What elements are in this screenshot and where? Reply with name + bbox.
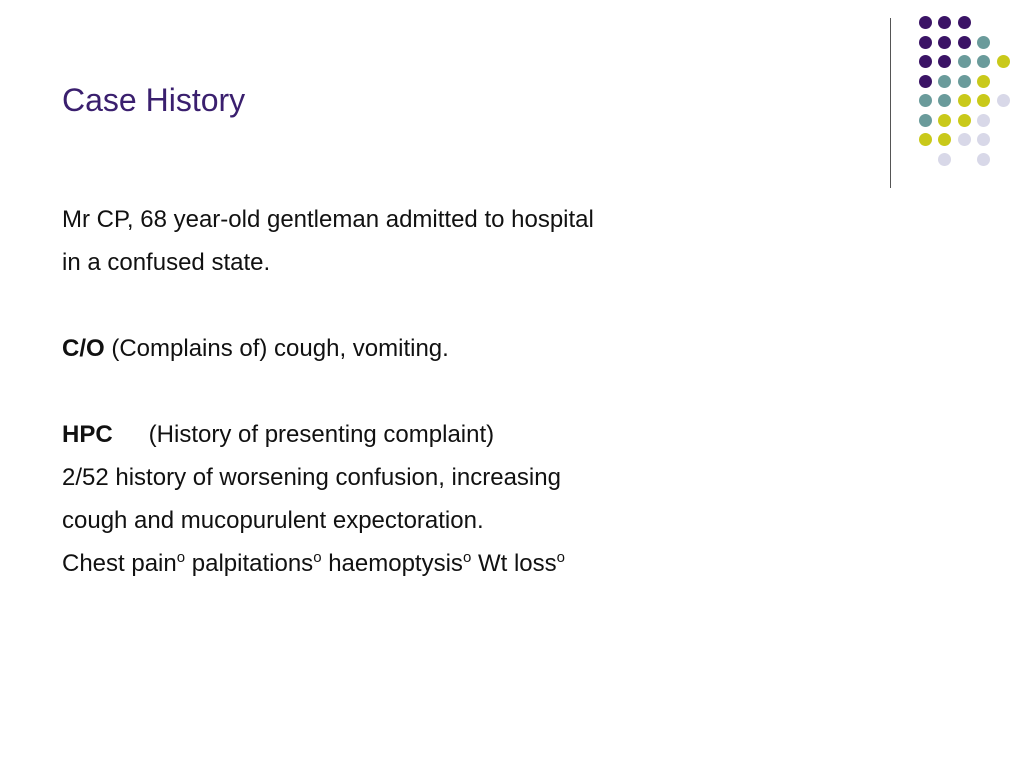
hpc-text: (History of presenting complaint) bbox=[148, 421, 495, 448]
decoration-dot bbox=[977, 75, 990, 88]
decoration-dot bbox=[938, 55, 951, 68]
symptom-wt-loss: Wt loss bbox=[471, 550, 557, 577]
decoration-dot bbox=[919, 133, 932, 146]
decoration-dot bbox=[977, 153, 990, 166]
decoration-dot bbox=[958, 133, 971, 146]
decoration-dot bbox=[938, 153, 951, 166]
decoration-dot bbox=[919, 16, 932, 29]
symptom-haemoptysis: haemoptysis bbox=[321, 550, 463, 577]
hpc-label: HPC bbox=[62, 421, 113, 448]
decoration-dot bbox=[958, 114, 971, 127]
symptoms-line bbox=[62, 542, 822, 585]
body-line-2: in a confused state. bbox=[62, 249, 271, 276]
body-line-5: 2/52 history of worsening confusion, increasing bbox=[62, 464, 561, 491]
decoration-dot bbox=[938, 75, 951, 88]
decoration-dot bbox=[958, 94, 971, 107]
decoration-dot bbox=[977, 36, 990, 49]
decoration-dot bbox=[977, 133, 990, 146]
decoration-dot bbox=[938, 114, 951, 127]
co-text: (Complains of) cough, vomiting. bbox=[111, 335, 449, 362]
decoration-dot bbox=[919, 55, 932, 68]
body-line-1: Mr CP, 68 year-old gentleman admitted to hospital bbox=[62, 206, 594, 233]
slide-title: Case History bbox=[62, 82, 246, 118]
decoration-dot bbox=[938, 94, 951, 107]
symptom-chest-pain: Chest pain bbox=[62, 550, 177, 577]
decoration-dot bbox=[938, 16, 951, 29]
decoration-dot bbox=[958, 36, 971, 49]
symptom-absent-marker: o bbox=[462, 549, 472, 566]
decoration-dot bbox=[958, 75, 971, 88]
decoration-dot bbox=[938, 133, 951, 146]
decoration-dot bbox=[997, 55, 1010, 68]
co-label: C/O bbox=[62, 335, 105, 362]
symptom-absent-marker: o bbox=[556, 549, 565, 566]
decoration-dot bbox=[938, 36, 951, 49]
decoration-dot bbox=[919, 114, 932, 127]
body-line-6: cough and mucopurulent expectoration. bbox=[62, 507, 484, 534]
decoration-dot bbox=[919, 75, 932, 88]
decoration-dot bbox=[977, 94, 990, 107]
decoration-dot bbox=[997, 94, 1010, 107]
symptom-absent-marker: o bbox=[313, 549, 322, 566]
decoration-dot bbox=[977, 114, 990, 127]
decoration-dot bbox=[958, 55, 971, 68]
complains-of-line bbox=[62, 327, 822, 370]
hpc-line bbox=[62, 413, 822, 456]
decoration-dot bbox=[977, 55, 990, 68]
symptom-palpitations: palpitations bbox=[185, 550, 314, 577]
slide-body bbox=[62, 198, 822, 585]
symptom-absent-marker: o bbox=[176, 549, 186, 566]
divider-line bbox=[890, 18, 891, 188]
decoration-dot bbox=[958, 16, 971, 29]
decoration-dot bbox=[919, 94, 932, 107]
decoration-dot bbox=[919, 36, 932, 49]
